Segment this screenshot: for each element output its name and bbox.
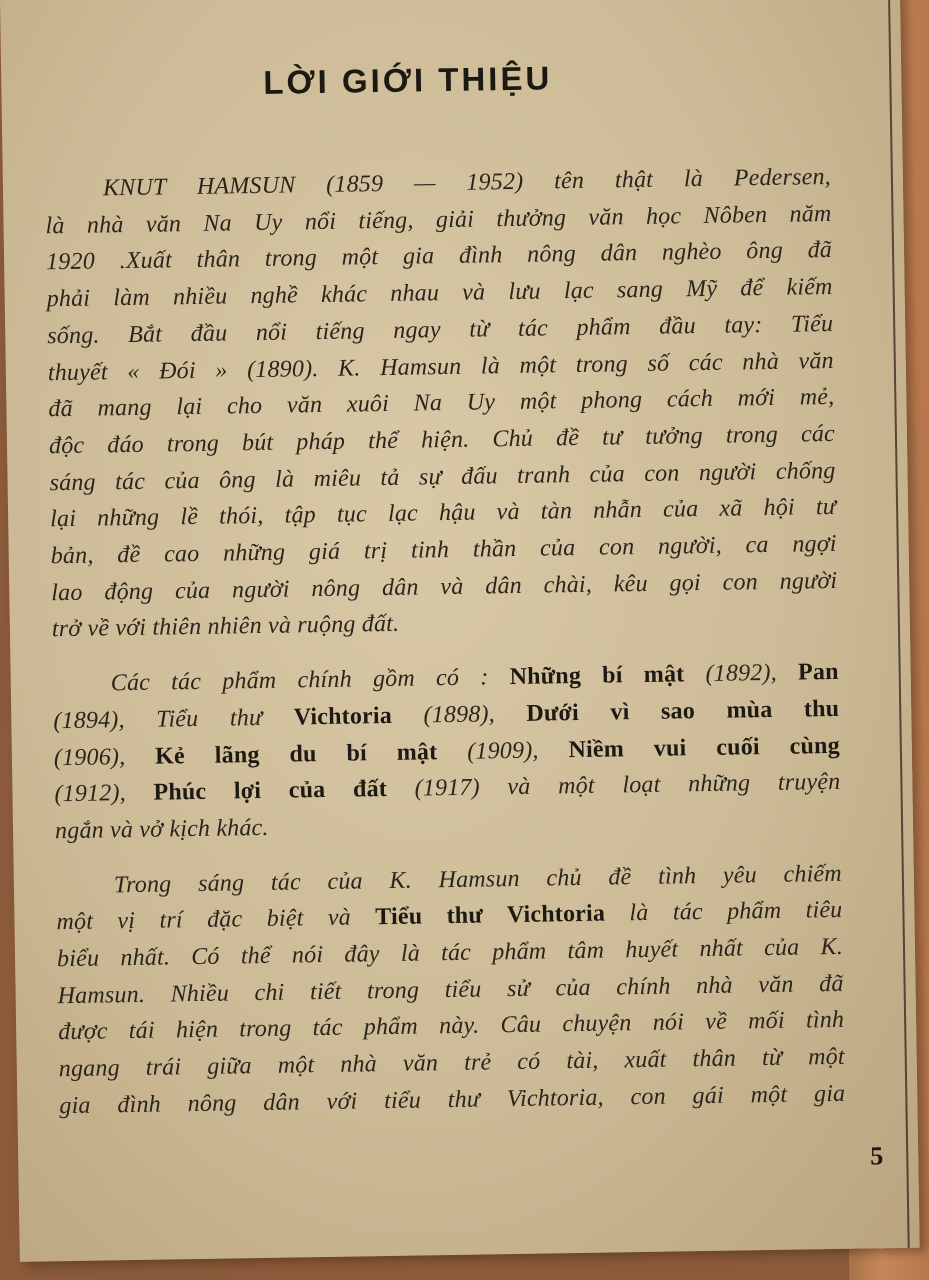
work-title: Kẻ lãng du bí mật (154, 738, 438, 770)
text-line: sáng tác của ông là miêu tả sự đấu tranh của con người chống (49, 457, 836, 496)
text-line: lao động của người nông dân và dân chài, kêu gọi con người (51, 567, 838, 606)
text-line: đã mang lại cho văn xuôi Na Uy một phong cách mới mẻ, (48, 384, 835, 423)
work-title: Tiểu thư Vichtoria (375, 900, 606, 931)
work-title: Phúc lợi của đất (153, 776, 388, 806)
text-line: bản, đề cao những giá trị tinh thần của con người, ca ngợi (50, 530, 837, 570)
text-line: phải làm nhiều nghề khác nhau và lưu lạc sang Mỹ để kiếm (46, 274, 833, 313)
text-line: độc đáo trong bút pháp thể hiện. Chủ đề tư tưởng trong các (48, 420, 836, 460)
paragraph-biography (45, 159, 838, 648)
work-title: Pan (797, 659, 839, 686)
page-number: 5 (870, 1141, 884, 1171)
text-line: Các tác phẩm chính gồm có : Những bí mật (1892), Pan (110, 659, 839, 697)
text-line: trở về với thiên nhiên và ruộng đất. (51, 611, 400, 643)
work-title: Niềm vui cuối cùng (568, 732, 841, 763)
text-line: một vị trí đặc biệt và Tiểu thư Vichtoria là tác phẩm tiêu (56, 897, 843, 936)
text-line: gia đình nông dân với tiểu thư Vichtoria, con gái một gia (59, 1080, 846, 1120)
paragraph-love-theme (56, 856, 846, 1125)
text-line: (1906), Kẻ lãng du bí mật (1909), Niềm vui cuối cùng (53, 732, 841, 771)
text-line: ngang trái giữa một nhà văn trẻ có tài, xuất thân từ một (58, 1044, 845, 1083)
text-line: Trong sáng tác của K. Hamsun chủ đề tình yêu chiếm (113, 860, 843, 898)
text-line: (1912), Phúc lợi của đất (1917) và một loạt những truyện (54, 769, 841, 808)
text-line: lại những lề thói, tập tục lạc hậu và tàn nhẫn của xã hội tư (49, 494, 837, 533)
work-title: Dưới vì sao mùa thu (526, 695, 840, 727)
text-line: là nhà văn Na Uy nổi tiếng, giải thưởng văn học Nôben năm (45, 200, 832, 240)
text-line: được tái hiện trong tác phẩm này. Câu chuyện nói về mối tình (58, 1007, 845, 1046)
work-title: Vichtoria (293, 702, 393, 731)
page-title: LỜI GIỚI THIỆU (263, 59, 553, 101)
text-line: 1920 .Xuất thân trong một gia đình nông dân nghèo ông đã (45, 237, 833, 276)
body-text (45, 159, 846, 1143)
text-line: (1894), Tiểu thư Vichtoria (1898), Dưới vì sao mùa thu (53, 695, 840, 735)
text-line: KNUT HAMSUN (1859 — 1952) tên thật là Pedersen, (102, 163, 832, 202)
work-title: Những bí mật (509, 661, 685, 691)
text-line: Hamsun. Nhiều chi tiết trong tiểu sử của chính nhà văn đã (57, 970, 844, 1009)
text-line: thuyết « Đói » (1890). K. Hamsun là một trong số các nhà văn (47, 347, 834, 386)
text-line: sống. Bắt đầu nổi tiếng ngay từ tác phẩm đầu tay: Tiểu (47, 310, 834, 350)
text-line: biểu nhất. Có thể nói đây là tác phẩm tâm huyết nhất của K. (56, 933, 844, 973)
paragraph-main-works (52, 654, 841, 850)
text-line: ngắn và vở kịch khác. (54, 814, 269, 845)
